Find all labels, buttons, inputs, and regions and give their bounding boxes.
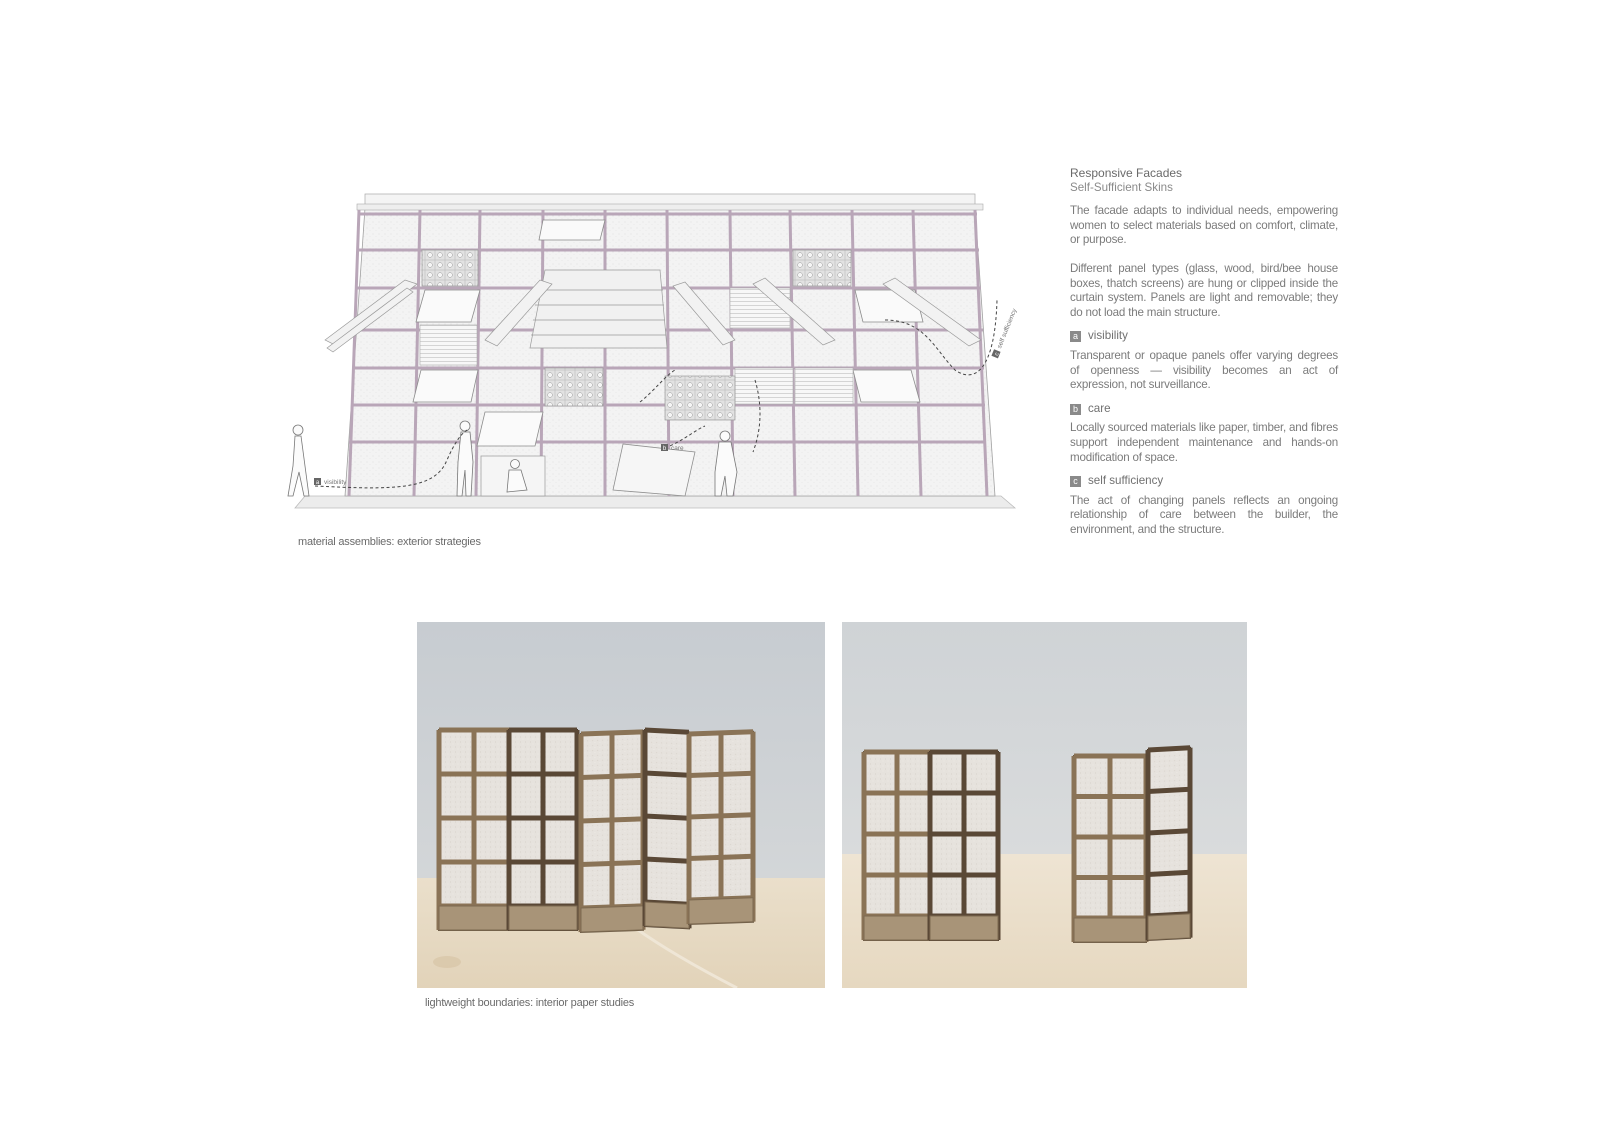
section-subtitle: Self-Sufficient Skins: [1070, 180, 1173, 194]
caption-exterior-strategies: material assemblies: exterior strategies: [298, 536, 481, 548]
lattice-panel: [1146, 745, 1193, 940]
description-column: [1070, 166, 1338, 537]
lattice-panel: [507, 728, 580, 931]
intro-paragraph: The facade adapts to individual needs, empowering women to select materials based on comfort, climate, or purpose.: [1070, 204, 1338, 247]
folding-screen-panels: [437, 727, 756, 932]
caption-interior-paper-studies: lightweight boundaries: interior paper studies: [425, 997, 635, 1009]
tag-c: c: [1070, 476, 1081, 487]
label-b-care: [661, 444, 684, 452]
svg-text:b: b: [662, 446, 667, 452]
lattice-panel: [643, 727, 692, 928]
svg-text:care: care: [671, 445, 684, 452]
lattice-panel: [862, 750, 933, 941]
ground-plinth: [295, 496, 1015, 508]
tag-a: a: [1070, 331, 1081, 342]
svg-text:c: c: [994, 351, 1001, 357]
heading-self-sufficiency: c self sufficiency: [1070, 474, 1338, 489]
svg-text:a: a: [315, 480, 320, 486]
photo-folding-screen-model: [417, 622, 825, 988]
body-paragraph: Different panel types (glass, wood, bird/bee house boxes, thatch screens) are hung or clipped inside the curtain system. Panels are light and removable; they do not load the main structure.: [1070, 261, 1338, 319]
lattice-panel: [928, 750, 1001, 941]
central-canopy: [530, 270, 667, 348]
heading-visibility: a visibility: [1070, 329, 1338, 344]
facade-axonometric-drawing: [275, 190, 1035, 530]
lattice-panel: [579, 729, 646, 932]
self-sufficiency-paragraph: The act of changing panels reflects an ongoing relationship of care between the builder, the environment, and the structure.: [1070, 493, 1338, 536]
photo-corner-screens-model: [842, 622, 1247, 988]
care-paragraph: Locally sourced materials like paper, timber, and fibres support independent maintenance and hands-on modification of space.: [1070, 421, 1338, 464]
tag-b: b: [1070, 404, 1081, 415]
lattice-panel: [437, 728, 512, 931]
visibility-paragraph: Transparent or opaque panels offer varying degrees of openness — visibility becomes an act of expression, not surveillance.: [1070, 348, 1338, 392]
label-c-self-sufficiency: [991, 307, 1018, 359]
svg-text:self sufficiency: self sufficiency: [996, 307, 1019, 350]
svg-text:visibility: visibility: [324, 479, 347, 486]
label-a-visibility: [314, 478, 347, 486]
section-title: Responsive Facades: [1070, 166, 1183, 180]
heading-care: b care: [1070, 402, 1338, 417]
lattice-panel: [687, 729, 756, 924]
lattice-panel: [1072, 754, 1149, 943]
